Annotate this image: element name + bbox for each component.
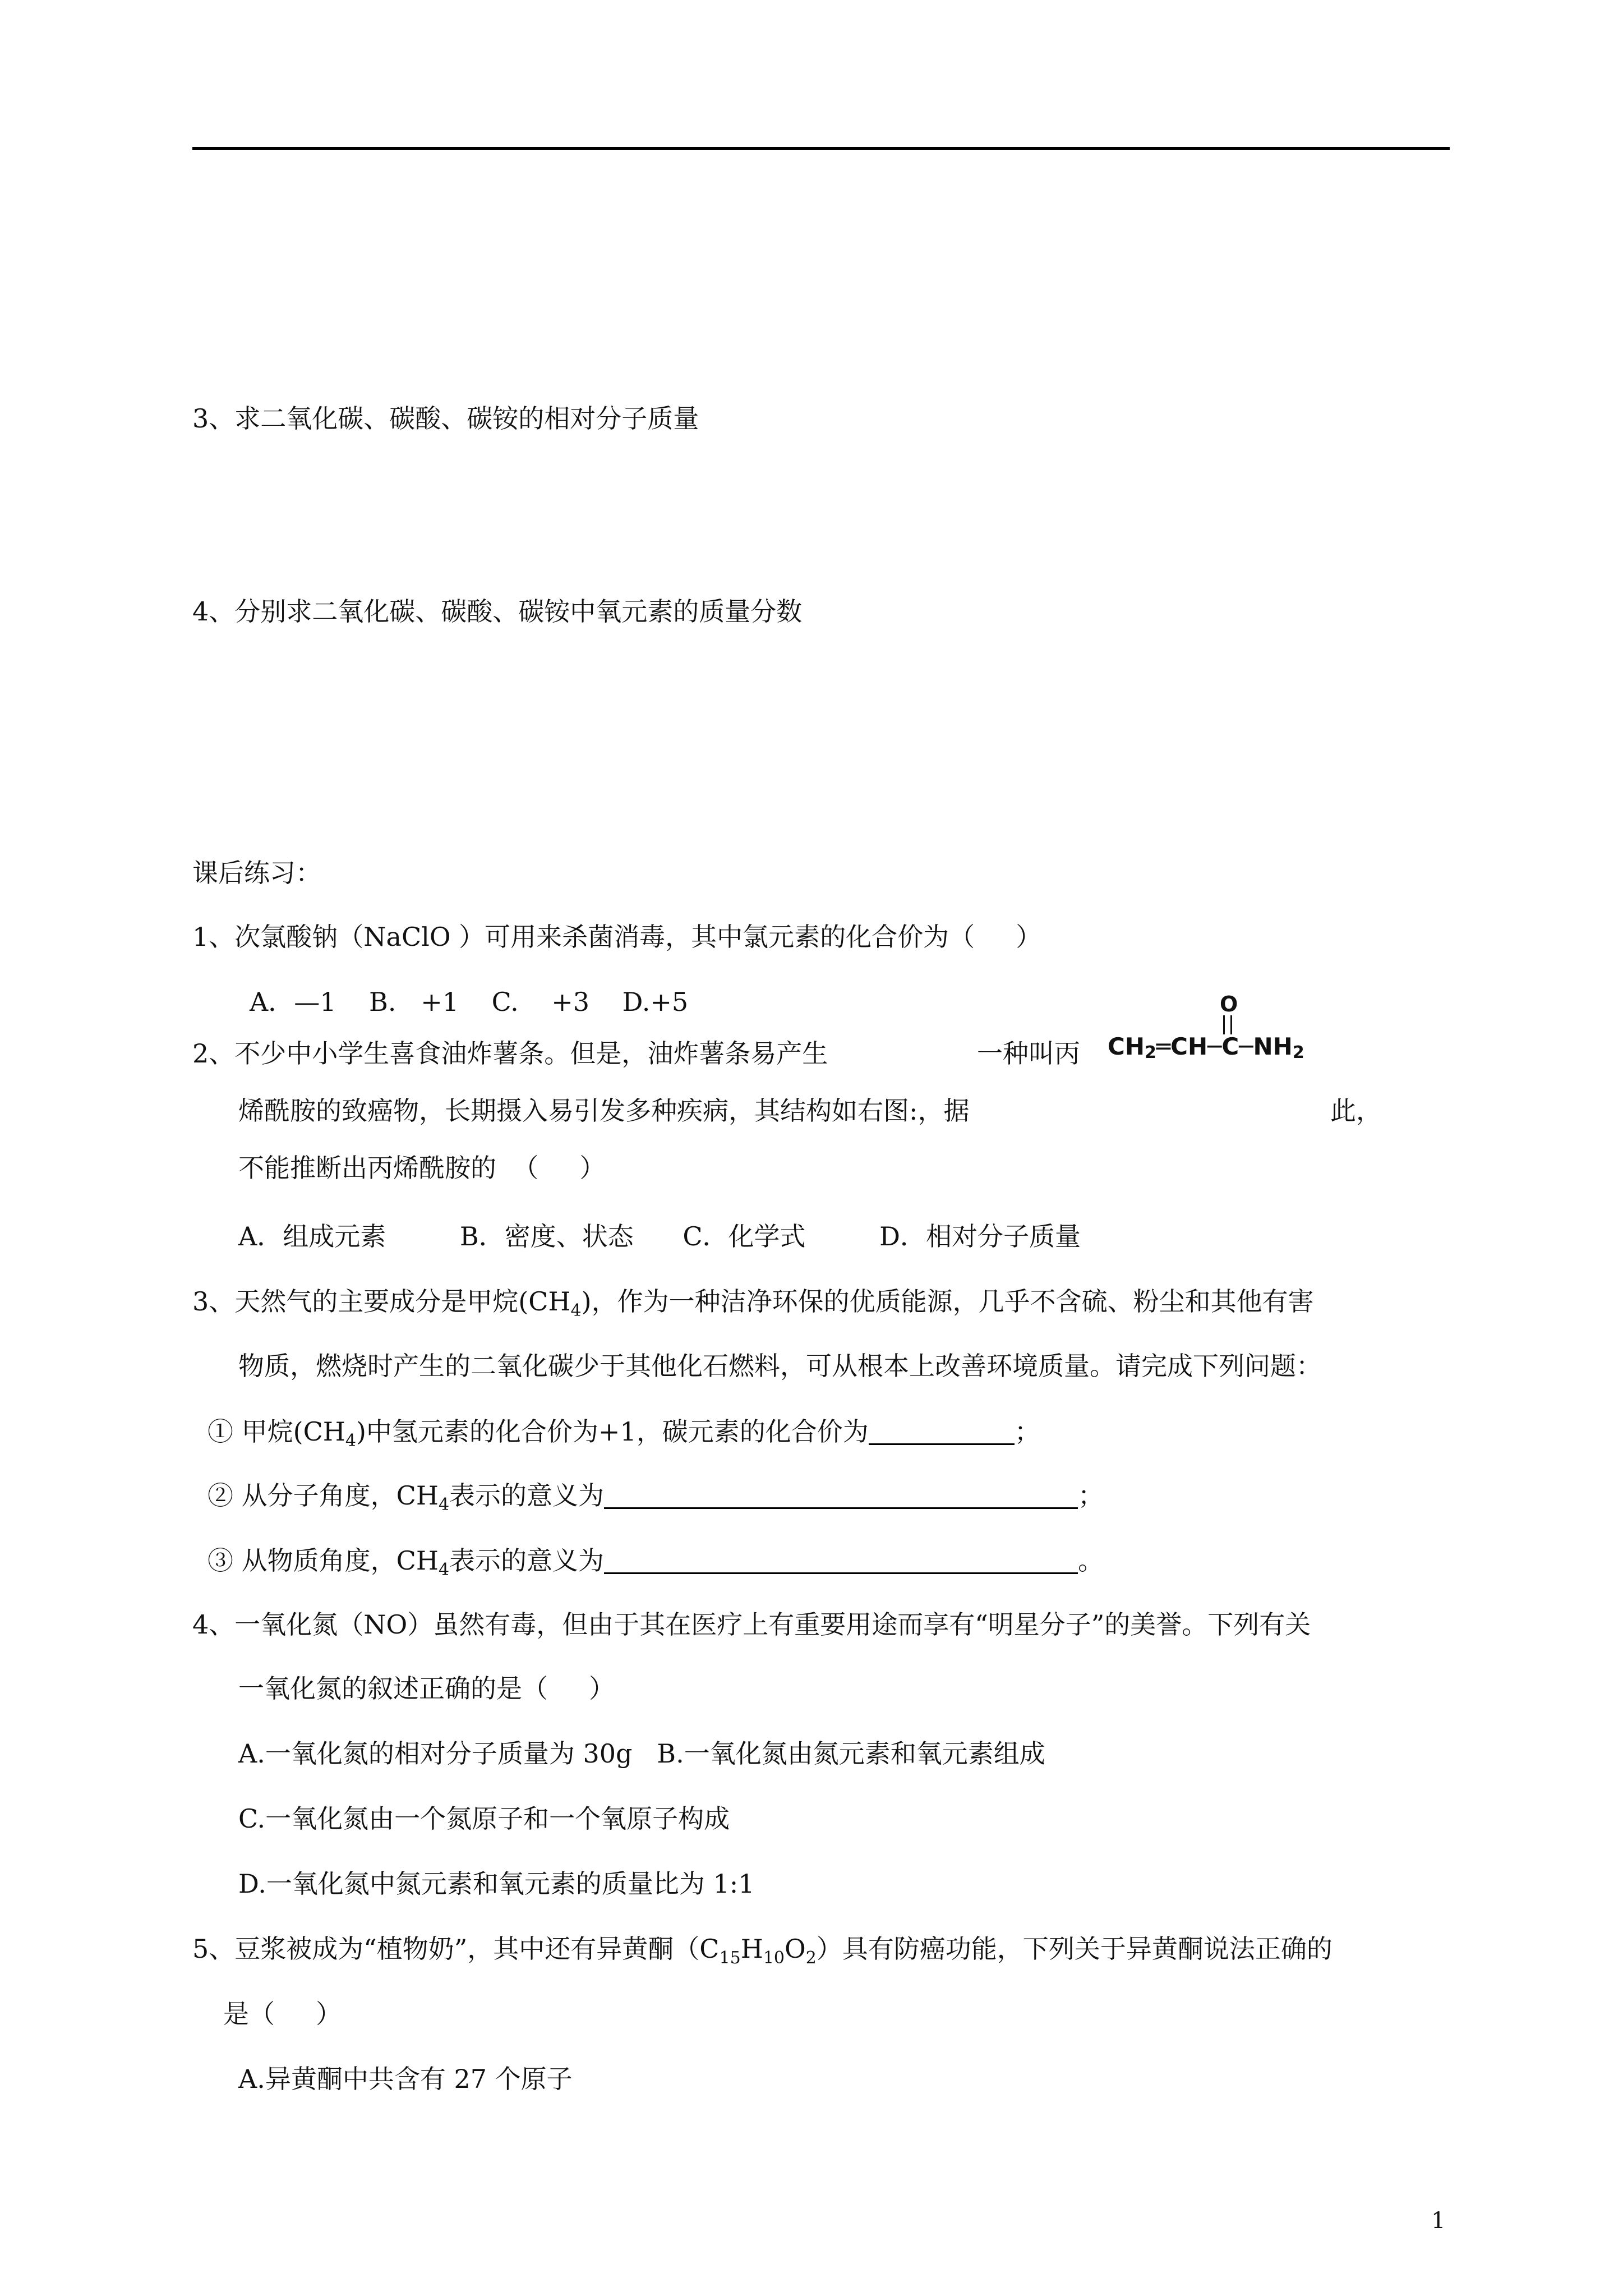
acrylamide-structure (1108, 993, 1321, 1066)
practice-4-option-c: C.一氧化氮由一个氮原子和一个氧原子构成 (238, 1803, 730, 1834)
practice-4-line1: 4、一氧化氮（NO）虽然有毒，但由于其在医疗上有重要用途而享有“明星分子”的美誉。下列有关 (192, 1609, 1311, 1640)
practice-2-line1b: 一种叫丙 (977, 1038, 1080, 1069)
structure-oxygen: O (1220, 992, 1238, 1016)
answer-blank-2[interactable] (604, 1484, 1078, 1509)
practice-2-line2b: 此， (1330, 1096, 1382, 1126)
answer-blank-1[interactable] (869, 1420, 1015, 1445)
practice-4-options-ab: A.一氧化氮的相对分子质量为 30g B.一氧化氮由氮元素和氧元素组成 (238, 1738, 1045, 1769)
practice-3-sub1: ① 甲烷$(CH_4)$中氢元素的化合价为+1，碳元素的化合价为 ； (208, 1416, 1040, 1451)
practice-3-line1: 3、天然气的主要成分是甲烷$(CH_4)$，作为一种洁净环保的优质能源，几乎不含硫、粉尘和其他有害 (192, 1286, 1314, 1320)
practice-3-line2: 物质，燃烧时产生的二氧化碳少于其他化石燃料，可从根本上改善环境质量。请完成下列问题： (238, 1351, 1322, 1381)
practice-1-options: A．—1 B. +1 C. +3 D.+5 (250, 987, 689, 1017)
practice-4-line2: 一氧化氮的叙述正确的是（ ） (238, 1673, 615, 1704)
practice-4-option-d: D.一氧化氮中氮元素和氧元素的质量比为 1:1 (238, 1869, 755, 1899)
question-3-top: 3、求二氧化碳、碳酸、碳铵的相对分子质量 (192, 403, 699, 434)
practice-5-line1: 5、豆浆被成为“植物奶”，其中还有异黄酮$(C_{15}H_{10}O_2)$具有防癌功能，下列关于异黄酮说法正确的 (192, 1934, 1332, 1968)
practice-2-line2a: 烯酰胺的致癌物，长期摄入易引发多种疾病，其结构如右图:，据 (238, 1096, 970, 1126)
answer-blank-3[interactable] (604, 1549, 1078, 1574)
practice-5-line2: 是（ ） (223, 1999, 342, 2029)
practice-3-sub3: ③ 从物质角度，$CH_4$表示的意义为 。 (208, 1545, 1104, 1580)
practice-3-sub2: ② 从分子角度，$CH_4$表示的意义为 ； (208, 1480, 1104, 1515)
practice-heading: 课后练习： (192, 858, 321, 888)
practice-5-option-a: A.异黄酮中共含有 27 个原子 (238, 2064, 573, 2094)
practice-2-options: A．组成元素 B．密度、状态 C．化学式 D．相对分子质量 (238, 1221, 1081, 1251)
header-rule (192, 147, 1450, 150)
question-4-top: 4、分别求二氧化碳、碳酸、碳铵中氧元素的质量分数 (192, 596, 803, 627)
page-number: 1 (1431, 2208, 1446, 2234)
structure-formula: $CH_2═CH─C─NH_2$ (1108, 1033, 1304, 1062)
structure-double-bond (1223, 1015, 1232, 1034)
practice-2-line3: 不能推断出丙烯酰胺的 （ ） (238, 1153, 606, 1183)
practice-1-stem: 1、次氯酸钠（NaClO ）可用来杀菌消毒，其中氯元素的化合价为（ ） (192, 922, 1042, 952)
practice-2-line1a: 2、不少中小学生喜食油炸薯条。但是，油炸薯条易产生 (192, 1038, 828, 1069)
